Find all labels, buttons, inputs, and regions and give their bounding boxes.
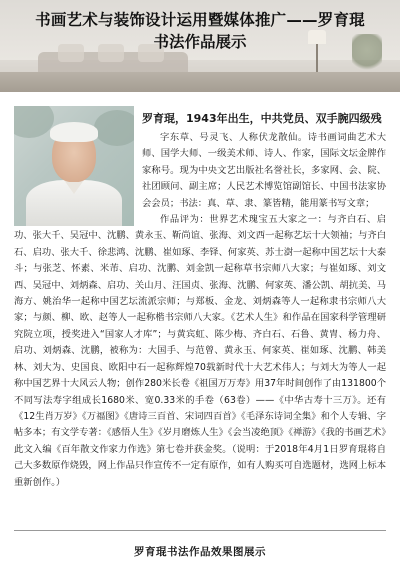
banner-floor [0, 72, 400, 92]
photo-spacer [14, 130, 142, 228]
biography-text [14, 130, 386, 491]
page-title-line2: 书法作品展示 [153, 33, 247, 51]
footer-divider [14, 530, 386, 531]
biography-paragraph: 作品评为：世界艺术瑰宝五大家之一：与齐白石、启功、张大千、吴冠中、沈鹏、黄永玉、靳尚谊、张海、刘文西一起称艺坛十大领袖；与齐白石、启功、张大千、徐悲鸿、沈鹏、崔如琢、李铎、何家英、苏士澍一起称中国艺坛十大泰斗；与张芝、怀素、米芾、启功、沈鹏、刘金凯一起称草书宗师八大家；与崔如琢、刘文西、吴冠中、刘炳森、启功、关山月、汪国贞、张海、沈鹏、何家英、潘公凯、胡抗美、马海方、姚治华一起称中国艺坛流派宗师；与郑板、金龙、刘炳森等人一起称隶书宗师八大家；与颜、柳、欧、赵等人一起称楷书宗师八大家。《艺术人生》和作品在国家科学管理研究院立项，授奖进入“国家人才库”；与黄宾虹、陈少梅、齐白石、石鲁、黄胄、杨力舟、启功、刘炳森、沈鹏，被称为：大国手、与范曾、黄永玉、何家英、崔如琢、沈鹏、韩美林、刘大为、史国良、欧阳中石一起称辉煌70载新时代十大艺术伟人；与刘大为等人一起称中国艺界十大风云人物；创作280米长卷《祖国万万寿》用37年时间创作了由131800个不同写法寿字组成长1680米、宽0.33米的手卷（63卷）——《中华古寿十三万》。还有《12生肖万岁》《万福图》《唐诗三百首、宋词四百首》《毛泽东诗词全集》和个人专辑、字帖多本；有文学专著：《感悟人生》《岁月磨炼人生》《会当凌绝顶》《禅游》《我的书画艺术》此文入编《百年散文作家力作选》第七卷并获金奖。（说明：于2018年4月1日罗育琨将自己大多数原作烧毁，网上作品只作宣传不一定有原作，如有人购买可自选题材，选网上标本重新创作。） [14, 214, 386, 488]
page-title-line1: 书画艺术与装饰设计运用暨媒体推广——罗育琨 [35, 11, 365, 29]
profile-heading: 罗育琨，1943年出生，中共党员、双手腕四级残 [142, 112, 382, 125]
footer-caption: 罗育琨书法作品效果图展示 [134, 546, 266, 558]
biography-paragraph: 字东草、号灵飞、人称伏龙散仙。诗书画词曲艺术大师、国学大师、一级美术师、诗人、作家，国际文坛金牌作家称号。现为中央文艺出版社名誉社长，多家网、会、院、社团顾问、副主席；人民艺术博览馆副馆长、中国书法家协会会员；书法：真、草、隶、篆皆精，能用篆书写文章； [142, 132, 386, 209]
header-banner [0, 0, 400, 92]
